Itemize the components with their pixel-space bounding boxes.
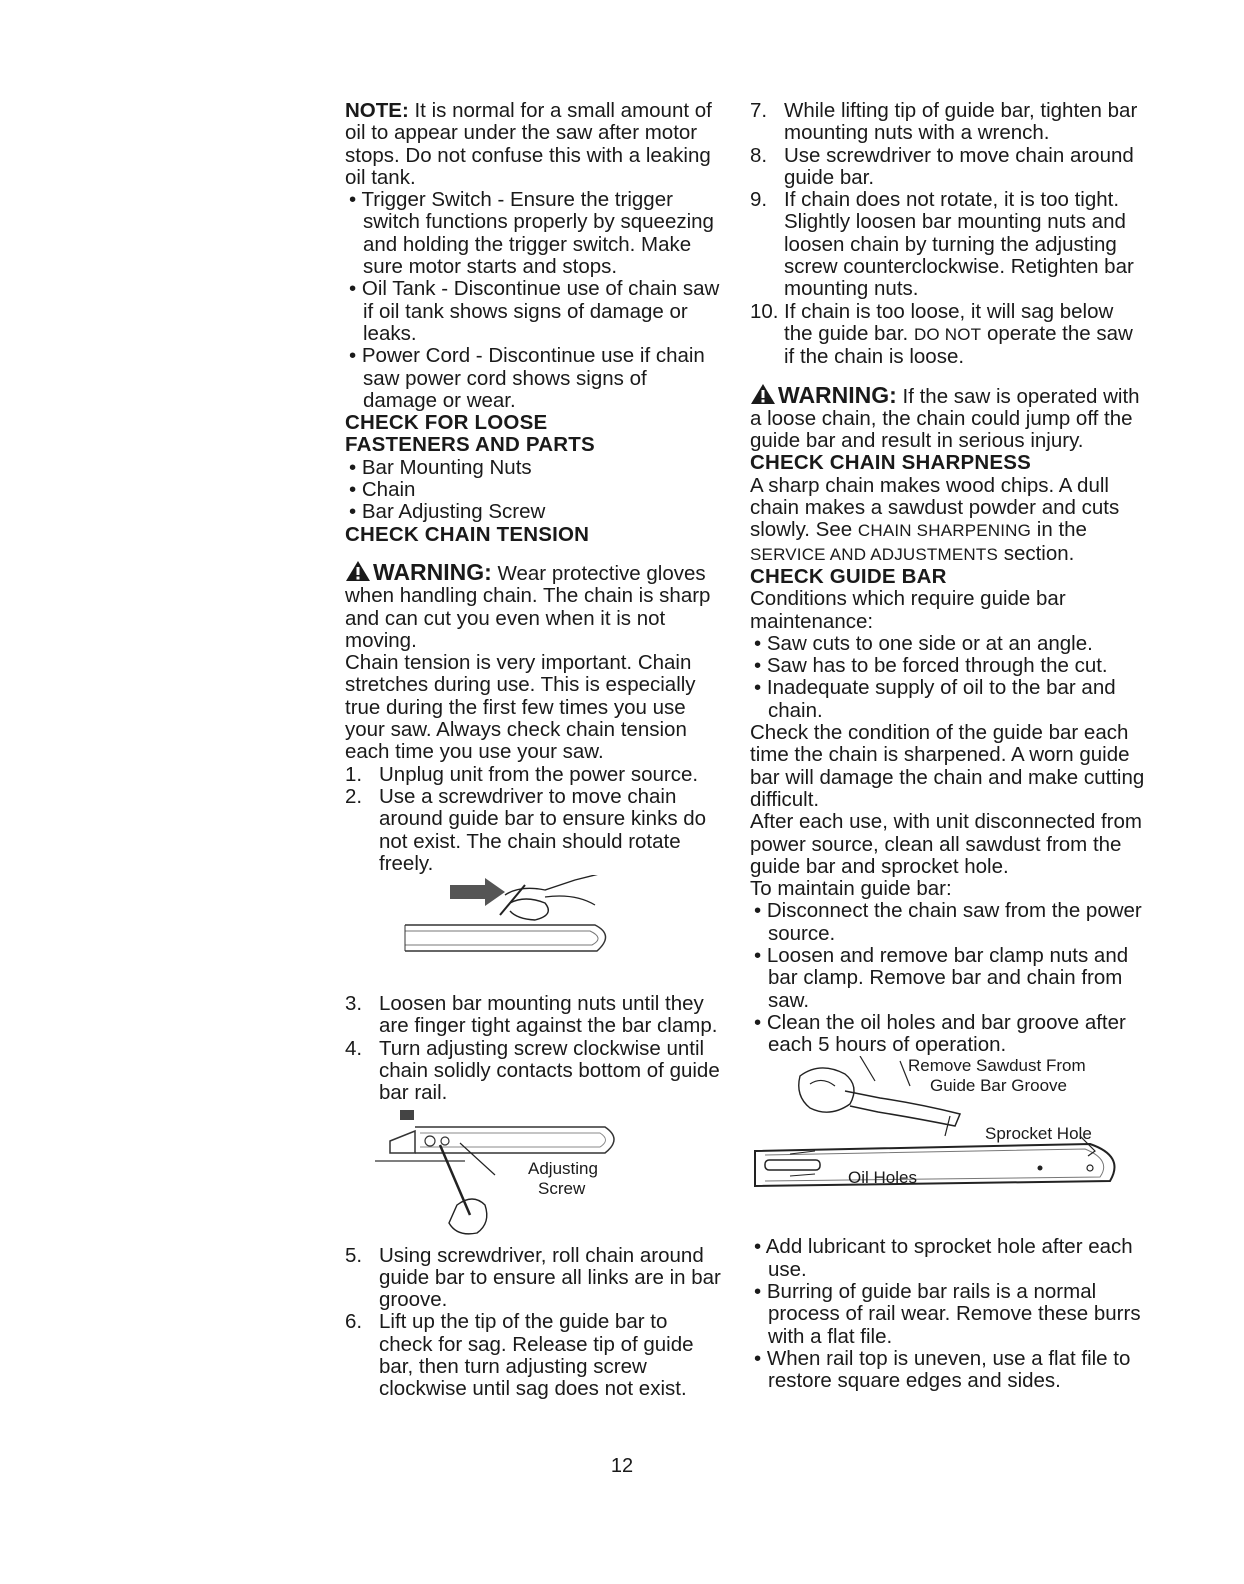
step-item	[345, 786, 725, 875]
sprocket-hole-label: Sprocket Hole	[985, 1124, 1092, 1144]
step-text: Lift up the tip of the guide bar to check for sag. Release tip of guide bar, then turn adjusting screw clockwise until sag does not exist.	[379, 1310, 694, 1401]
step-text: Use a screwdriver to move chain around guide bar to ensure kinks do not exist. The chain should rotate freely.	[379, 784, 707, 875]
loose-item: • Chain	[349, 478, 416, 502]
guide-paragraph: After each use, with unit disconnected from power source, clean all sawdust from the guide bar and sprocket hole.	[750, 810, 1142, 878]
sharpness-text: section.	[998, 541, 1075, 565]
chain-rotate-illustration	[345, 875, 725, 993]
sharpness-text: A sharp chain makes wood chips. A dull chain makes a sawdust powder and cuts slowly. See	[750, 473, 1120, 542]
final-item: • Add lubricant to sprocket hole after each use.	[754, 1235, 1133, 1281]
step-text: Unplug unit from the power source.	[379, 762, 699, 786]
sharpness-paragraph	[750, 475, 1145, 566]
warning-text: Wear protective gloves when handling chain. The chain is sharp and can cut you even when it is not moving.	[345, 561, 711, 652]
guide-bar-heading: CHECK GUIDE BAR	[750, 564, 947, 588]
step-item	[345, 1038, 725, 1105]
warning-paragraph	[750, 383, 1145, 453]
maintain-intro: To maintain guide bar:	[750, 877, 952, 901]
loose-item: • Bar Adjusting Screw	[349, 500, 546, 524]
step-text: If chain is too loose, it will sag below the guide bar.	[784, 299, 1114, 345]
chain-rotate-figure	[345, 875, 725, 993]
guide-condition: • Inadequate supply of oil to the bar and chain.	[754, 676, 1116, 722]
chain-tension-heading: CHECK CHAIN TENSION	[345, 522, 590, 546]
step-text: Using screwdriver, roll chain around guide bar to ensure all links are in bar groove.	[379, 1243, 721, 1312]
step-number: 5.	[345, 1243, 363, 1267]
warning-triangle-icon	[345, 560, 371, 582]
warning-text: If the saw is operated with a loose chain, the chain could jump off the guide bar and result in serious injury.	[750, 384, 1140, 453]
adjusting-label-line1: Adjusting	[528, 1158, 598, 1178]
warning-label: WARNING:	[373, 558, 492, 585]
step-text: Turn adjusting screw clockwise until chain solidly contacts bottom of guide bar rail.	[379, 1036, 720, 1105]
loose-fasteners-heading-line1: CHECK FOR LOOSE	[345, 411, 548, 435]
step-item	[345, 1311, 725, 1400]
step-text: If chain does not rotate, it is too tight. Slightly loosen bar mounting nuts and loosen chain by turning the adjusting screw counterclockwise. Retighten bar mounting nuts.	[784, 188, 1134, 301]
note-text: It is normal for a small amount of oil to appear under the saw after motor stops. Do not confuse this with a leaking oil tank.	[345, 99, 712, 189]
check-bullet: • Oil Tank - Discontinue use of chain saw if oil tank shows signs of damage or leaks.	[349, 277, 720, 345]
maintain-item: • Loosen and remove bar clamp nuts and bar clamp. Remove bar and chain from saw.	[754, 943, 1129, 1012]
note-paragraph	[345, 100, 725, 189]
maintain-item: • Clean the oil holes and bar groove after each 5 hours of operation.	[754, 1010, 1126, 1057]
loose-item: • Bar Mounting Nuts	[349, 455, 532, 479]
warning-triangle-icon	[750, 383, 776, 405]
service-adjustments-caps: SERVICE AND ADJUSTMENTS	[750, 544, 999, 564]
chain-sharpness-heading: CHECK CHAIN SHARPNESS	[750, 451, 1031, 475]
step-number: 4.	[345, 1036, 363, 1060]
guide-intro: Conditions which require guide bar maintenance:	[750, 587, 1066, 633]
check-bullet: • Trigger Switch - Ensure the trigger switch functions properly by squeezing and holding the trigger switch. Make sure motor starts and stops.	[349, 188, 714, 279]
final-item: • Burring of guide bar rails is a normal process of rail wear. Remove these burrs with a flat file.	[754, 1280, 1141, 1348]
step-number: 8.	[750, 143, 768, 167]
guide-condition: • Saw cuts to one side or at an angle.	[754, 631, 1093, 655]
check-bullet: • Power Cord - Discontinue use if chain saw power cord shows signs of damage or wear.	[349, 344, 705, 412]
note-label: NOTE:	[345, 99, 409, 122]
guide-paragraph: Check the condition of the guide bar each time the chain is sharpened. A worn guide bar will damage the chain and make cutting difficult.	[750, 721, 1145, 811]
step-item	[345, 1245, 725, 1312]
guide-bar-figure	[750, 1056, 1145, 1236]
do-not-caps: DO NOT	[913, 324, 982, 344]
page-number: 12	[610, 1455, 634, 1477]
step-item	[750, 189, 1145, 300]
right-column	[750, 100, 1145, 1393]
step-number: 6.	[345, 1310, 363, 1334]
sharpness-text: in the	[1031, 518, 1087, 542]
warning-label: WARNING:	[778, 381, 897, 408]
guide-condition: • Saw has to be forced through the cut.	[754, 654, 1108, 678]
step-number: 10.	[750, 299, 779, 323]
adjusting-label-line2: Screw	[538, 1178, 586, 1198]
tension-paragraph: Chain tension is very important. Chain stretches during use. This is especially true during the first few times you use your saw. Always check chain tension each time you use your saw.	[345, 651, 696, 764]
remove-sawdust-label-line1: Remove Sawdust From	[908, 1056, 1086, 1076]
oil-holes-label: Oil Holes	[848, 1168, 917, 1188]
remove-sawdust-label-line2: Guide Bar Groove	[930, 1076, 1068, 1096]
step-number: 3.	[345, 992, 363, 1016]
step-text: While lifting tip of guide bar, tighten bar mounting nuts with a wrench.	[784, 99, 1138, 145]
final-item: • When rail top is uneven, use a flat file to restore square edges and sides.	[754, 1346, 1131, 1393]
step-item	[750, 145, 1145, 190]
adjusting-screw-figure	[345, 1105, 725, 1245]
warning-paragraph	[345, 560, 725, 652]
step-text-cont: operate the saw if the chain is loose.	[784, 321, 1133, 369]
step-item	[750, 100, 1145, 145]
chain-sharpening-caps: CHAIN SHARPENING	[857, 521, 1032, 541]
step-number: 7.	[750, 99, 768, 122]
loose-fasteners-heading-line2: FASTENERS AND PARTS	[345, 433, 595, 457]
left-column	[345, 100, 725, 1401]
step-number: 1.	[345, 762, 363, 786]
step-item	[345, 993, 725, 1038]
step-item	[345, 764, 725, 786]
step-number: 2.	[345, 784, 363, 808]
step-item	[750, 301, 1145, 369]
maintain-item: • Disconnect the chain saw from the power source.	[754, 899, 1142, 945]
step-number: 9.	[750, 188, 768, 212]
step-text: Loosen bar mounting nuts until they are finger tight against the bar clamp.	[379, 992, 718, 1038]
step-text: Use screwdriver to move chain around guide bar.	[784, 143, 1134, 189]
